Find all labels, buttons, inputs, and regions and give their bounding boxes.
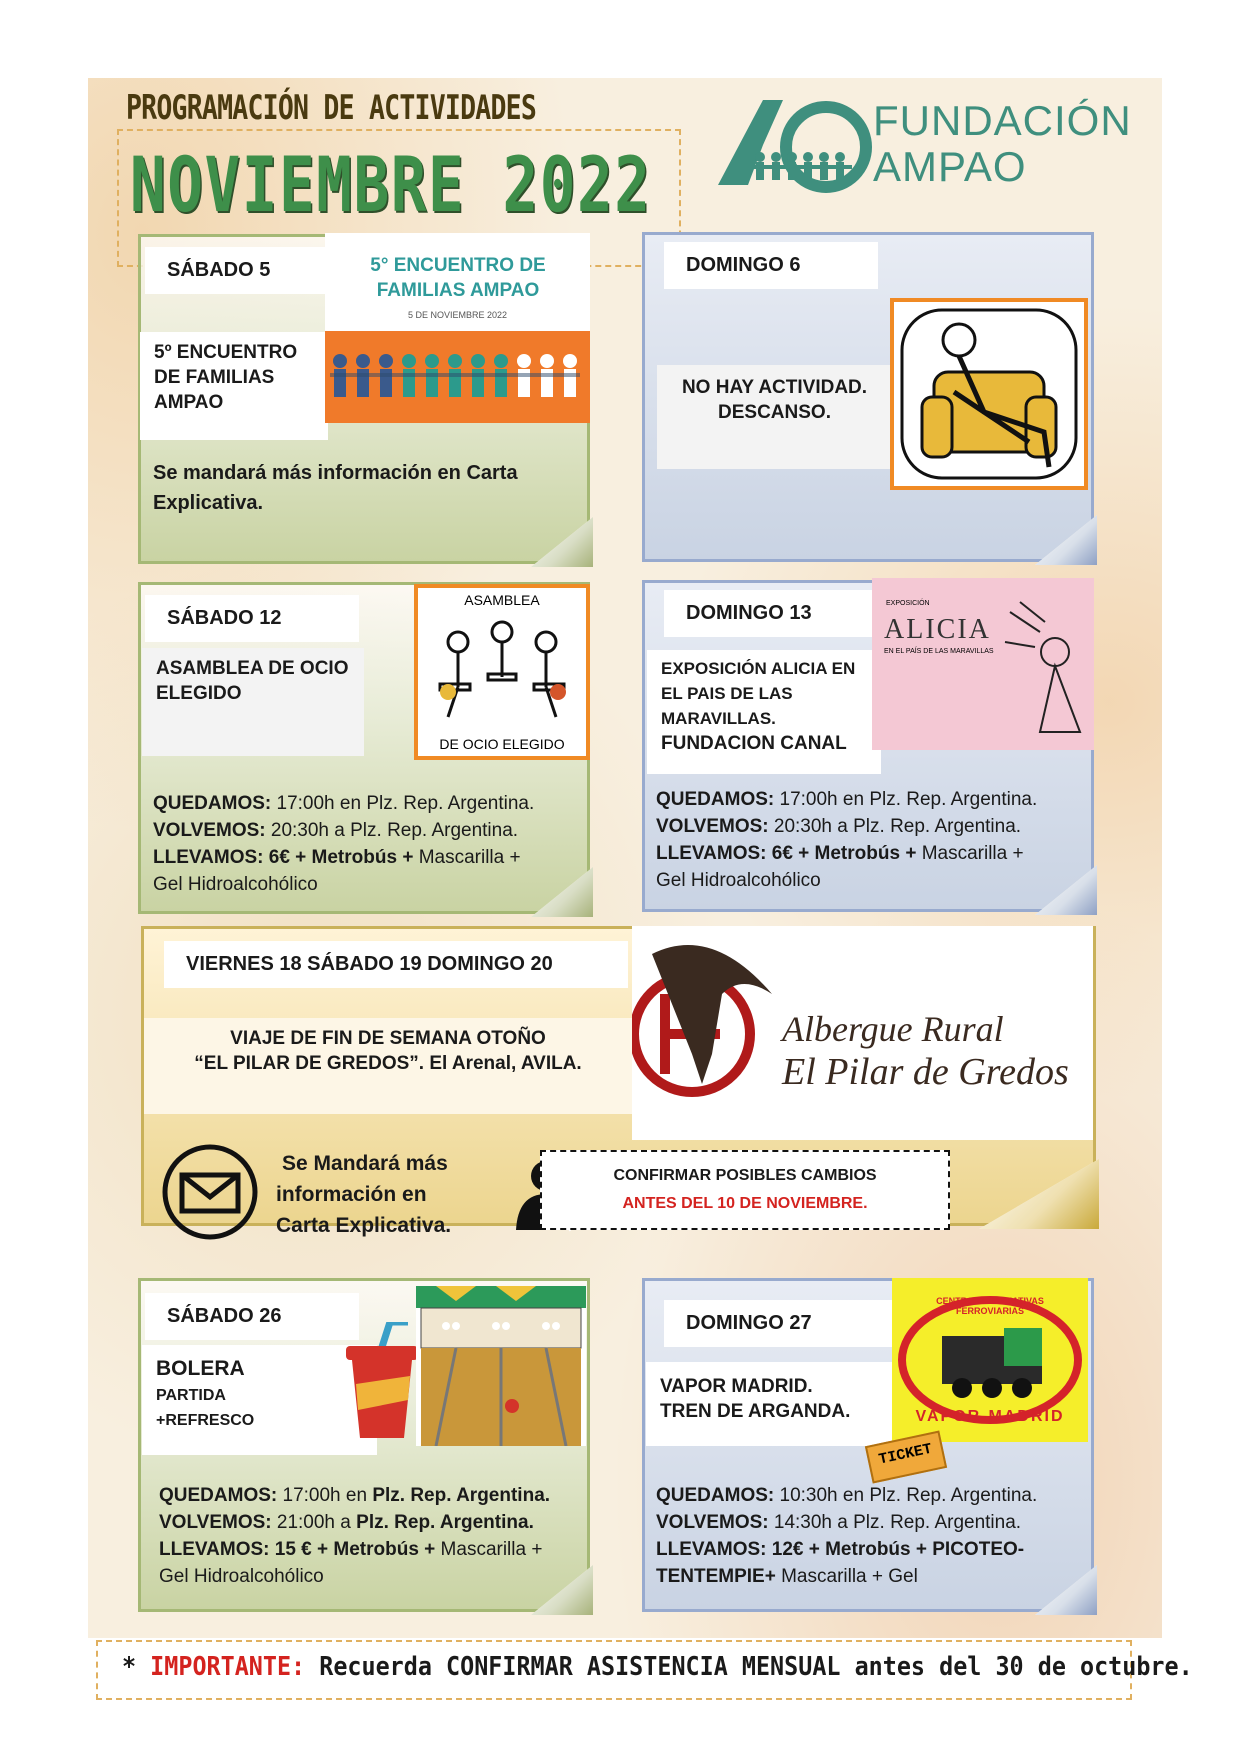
ticket-icon: TICKET <box>865 1431 947 1484</box>
armchair-person-icon <box>894 302 1084 486</box>
day-label: SÁBADO 26 <box>145 1293 359 1340</box>
day-label: DOMINGO 13 <box>664 590 886 637</box>
important-notice: * IMPORTANTE: Recuerda CONFIRMAR ASISTENCIA MENSUAL antes del 30 de octubre. <box>122 1652 1193 1682</box>
bowling-lanes-icon <box>416 1286 586 1446</box>
day-label: SÁBADO 5 <box>145 247 359 294</box>
activity-title: NO HAY ACTIVIDAD. DESCANSO. <box>657 365 892 469</box>
envelope-icon <box>160 1142 260 1242</box>
activity-title: 5º ENCUENTRO DE FAMILIAS AMPAO <box>140 332 328 440</box>
alice-illustration-icon <box>1000 592 1090 742</box>
assembly-icon <box>418 612 586 732</box>
logo-text: FUNDACIÓN AMPAO <box>873 97 1132 190</box>
activity-title: ASAMBLEA DE OCIO ELEGIDO <box>142 648 364 756</box>
page-title: NOVIEMBRE 2022 <box>130 140 652 229</box>
alicia-poster-image: EXPOSICIÓN ALICIA EN EL PAÍS DE LAS MARAVILLAS <box>872 578 1094 750</box>
day-label: DOMINGO 6 <box>664 242 878 289</box>
albergue-logo-image: Albergue Rural El Pilar de Gredos <box>632 926 1093 1140</box>
activity-title: VIAJE DE FIN DE SEMANA OTOÑO “EL PILAR DE GREDOS”. El Arenal, AVILA. <box>144 1018 632 1114</box>
activity-details: QUEDAMOS: 17:00h en Plz. Rep. Argentina. VOLVEMOS: 20:30h a Plz. Rep. Argentina. LLEVAMOS: 6€ + Metrobús + Mascarilla + Gel Hidroalcohólico <box>656 789 1038 891</box>
activity-details: QUEDAMOS: 17:00h en Plz. Rep. Argentina. VOLVEMOS: 21:00h a Plz. Rep. Argentina. LLEVAMOS: 15 € + Metrobús + Mascarilla + Gel Hidroalcohólico <box>159 1485 551 1587</box>
activity-details: QUEDAMOS: 10:30h en Plz. Rep. Argentina. VOLVEMOS: 14:30h a Plz. Rep. Argentina. LLEVAMOS: 12€ + Metrobús + PICOTEO- TENTEMPIE+ Mascarilla + Gel <box>656 1485 1038 1587</box>
encuentro-image: 5° ENCUENTRO DE FAMILIAS AMPAO 5 DE NOVIEMBRE 2022 <box>325 233 590 423</box>
soda-cup-icon <box>342 1322 422 1442</box>
activity-note: Se mandará más información en Carta Explicativa. <box>153 462 518 514</box>
activity-title: BOLERA PARTIDA +REFRESCO <box>142 1345 377 1455</box>
activity-details: QUEDAMOS: 17:00h en Plz. Rep. Argentina. VOLVEMOS: 20:30h a Plz. Rep. Argentina. LLEVAMOS: 6€ + Metrobús + Mascarilla + Gel Hidroalcohólico <box>153 793 535 895</box>
ibex-logo-icon <box>632 934 782 1134</box>
page-subtitle: PROGRAMACIÓN DE ACTIVIDADES <box>126 88 537 128</box>
confirm-box: CONFIRMAR POSIBLES CAMBIOS ANTES DEL 10 DE NOVIEMBRE. <box>540 1150 950 1230</box>
people-chain-icon <box>325 331 590 423</box>
asamblea-image: ASAMBLEA DE OCIO ELEGIDO <box>414 584 590 760</box>
rest-image <box>890 298 1088 490</box>
activity-note: Se Mandará más información en Carta Explicativa. <box>276 1152 452 1237</box>
activity-title: EXPOSICIÓN ALICIA EN EL PAIS DE LAS MARAVILLAS. FUNDACION CANAL <box>647 650 881 774</box>
day-label: SÁBADO 12 <box>145 595 359 642</box>
day-label: DOMINGO 27 <box>664 1300 894 1347</box>
day-label: VIERNES 18 SÁBADO 19 DOMINGO 20 <box>164 941 628 988</box>
activity-title: VAPOR MADRID. TREN DE ARGANDA. <box>646 1362 896 1446</box>
bowling-image <box>416 1286 586 1446</box>
vapor-madrid-logo-image: CENTRO DE INICIATIVAS FERROVIARIAS VAPOR-MADRID <box>892 1278 1088 1442</box>
